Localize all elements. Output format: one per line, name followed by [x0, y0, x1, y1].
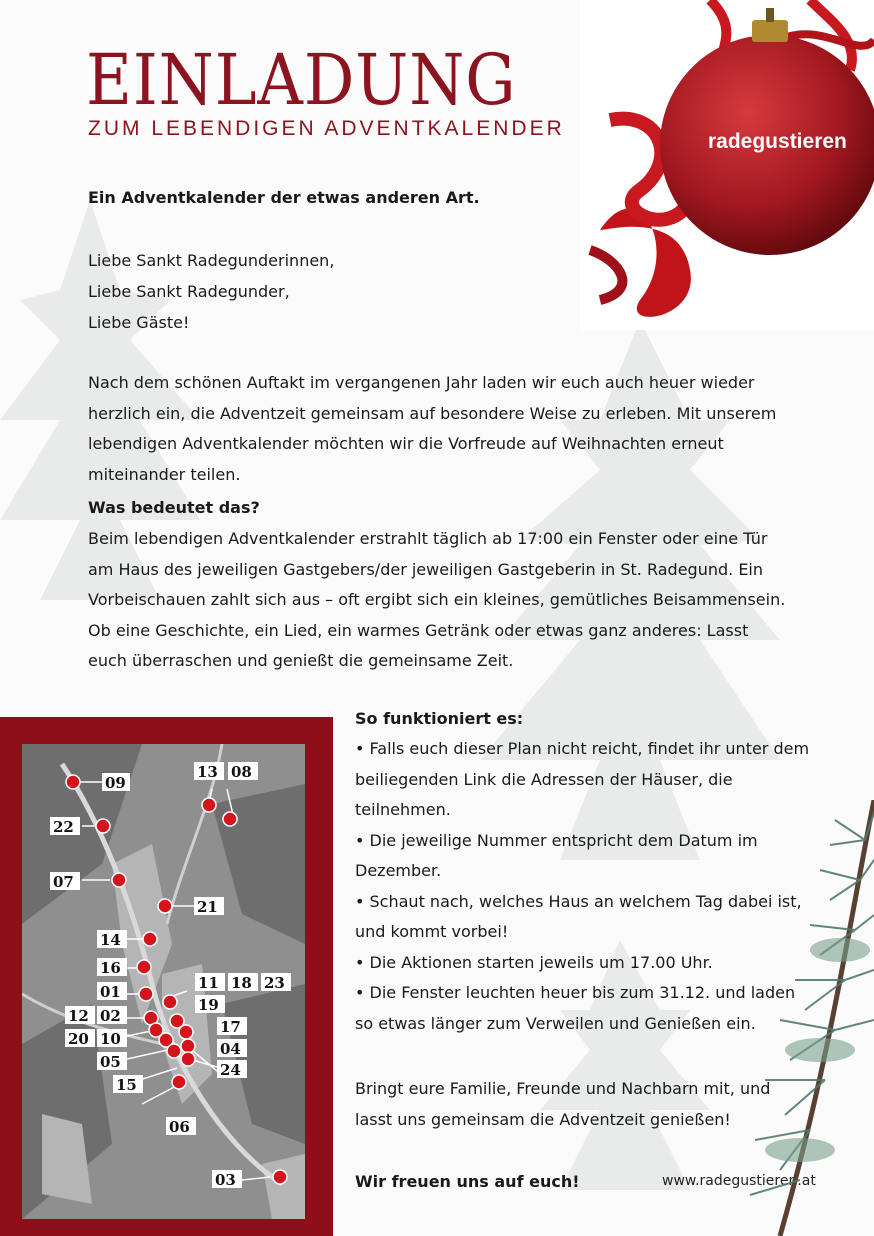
list-item: • Falls euch dieser Plan nicht reicht, findet ihr unter dem beiliegenden Link die Adressen der Häuser, die teilnehmen. — [355, 739, 810, 819]
page-title: EINLADUNG — [86, 39, 517, 121]
greetings — [88, 245, 334, 338]
closing-paragraph: Bringt eure Familie, Freunde und Nachbarn mit, und lasst uns gemeinsam die Adventzeit genießen! — [355, 1079, 771, 1129]
map-label: 12 — [68, 1007, 89, 1025]
fir-branch-image — [740, 800, 874, 1236]
map-label: 17 — [220, 1018, 241, 1036]
map-label: 14 — [100, 931, 121, 949]
map-label: 21 — [197, 898, 218, 916]
page-subtitle: ZUM LEBENDIGEN ADVENTKALENDER — [88, 117, 565, 140]
greeting-line: Liebe Gäste! — [88, 313, 190, 332]
paragraph-intro: Nach dem schönen Auftakt im vergangenen Jahr laden wir euch auch heuer wieder herzlich ein, die Adventzeit gemeinsam auf besondere Weise zu erleben. Mit unserem lebendigen Adventkalender möchten wir die Vorfreude auf Weihnachten erneut miteinander teilen. — [88, 373, 777, 484]
list-item: • Schaut nach, welches Haus an welchem Tag dabei ist, und kommt vorbei! — [355, 891, 802, 941]
paragraph-explanation: Beim lebendigen Adventkalender erstrahlt täglich ab 17:00 ein Fenster oder eine Tür am Haus des jeweiligen Gastgebers/der jeweiligen Gastgeberin in St. Radegund. Ein Vorbeischauen zahlt sich aus – oft ergibt sich ein kleines, gemütliches Beisammensein. Ob eine Geschichte, ein Lied, ein warmes Getränk oder etwas ganz anderes: Lasst euch überraschen und genießt die gemeinsame Zeit. — [88, 529, 786, 670]
list-item: • Die jeweilige Nummer entspricht dem Datum im Dezember. — [355, 830, 758, 880]
greeting-line: Liebe Sankt Radegunder, — [88, 282, 290, 301]
intro-line: Ein Adventkalender der etwas anderen Art. — [88, 188, 480, 207]
list-item: • Die Fenster leuchten heuer bis zum 31.12. und laden so etwas länger zum Verweilen und Genießen ein. — [355, 983, 796, 1033]
map-label: 10 — [100, 1030, 121, 1048]
map-label: 09 — [105, 774, 126, 792]
greeting-line: Liebe Sankt Radegunderinnen, — [88, 251, 335, 270]
list-item: • Die Aktionen starten jeweils um 17.00 Uhr. — [355, 952, 713, 972]
website-link[interactable]: www.radegustieren.at — [662, 1173, 816, 1189]
map-label: 24 — [220, 1061, 241, 1079]
map-label: 04 — [220, 1040, 241, 1058]
map-label: 03 — [215, 1171, 236, 1189]
christmas-ornament-image — [580, 0, 874, 330]
how-it-works-heading: So funktioniert es: — [355, 709, 524, 728]
map-label: 20 — [68, 1030, 89, 1048]
map-label: 06 — [169, 1118, 190, 1136]
map-label: 05 — [100, 1053, 121, 1071]
map-label: 08 — [231, 763, 252, 781]
map-label: 22 — [53, 818, 74, 836]
map-label: 13 — [197, 763, 218, 781]
map-label: 07 — [53, 873, 74, 891]
thanks-line: Wir freuen uns auf euch! — [355, 1172, 580, 1191]
question-heading: Was bedeutet das? — [88, 498, 260, 517]
map-label: 01 — [100, 983, 121, 1001]
map-label: 19 — [198, 996, 219, 1014]
map-label: 15 — [116, 1076, 137, 1094]
map-label: 11 — [198, 974, 219, 992]
map-label: 23 — [264, 974, 285, 992]
logo-text: radegustieren — [708, 130, 847, 153]
map-label: 02 — [100, 1007, 121, 1025]
map-label: 18 — [231, 974, 252, 992]
map-label: 16 — [100, 959, 121, 977]
location-map — [22, 744, 305, 1219]
